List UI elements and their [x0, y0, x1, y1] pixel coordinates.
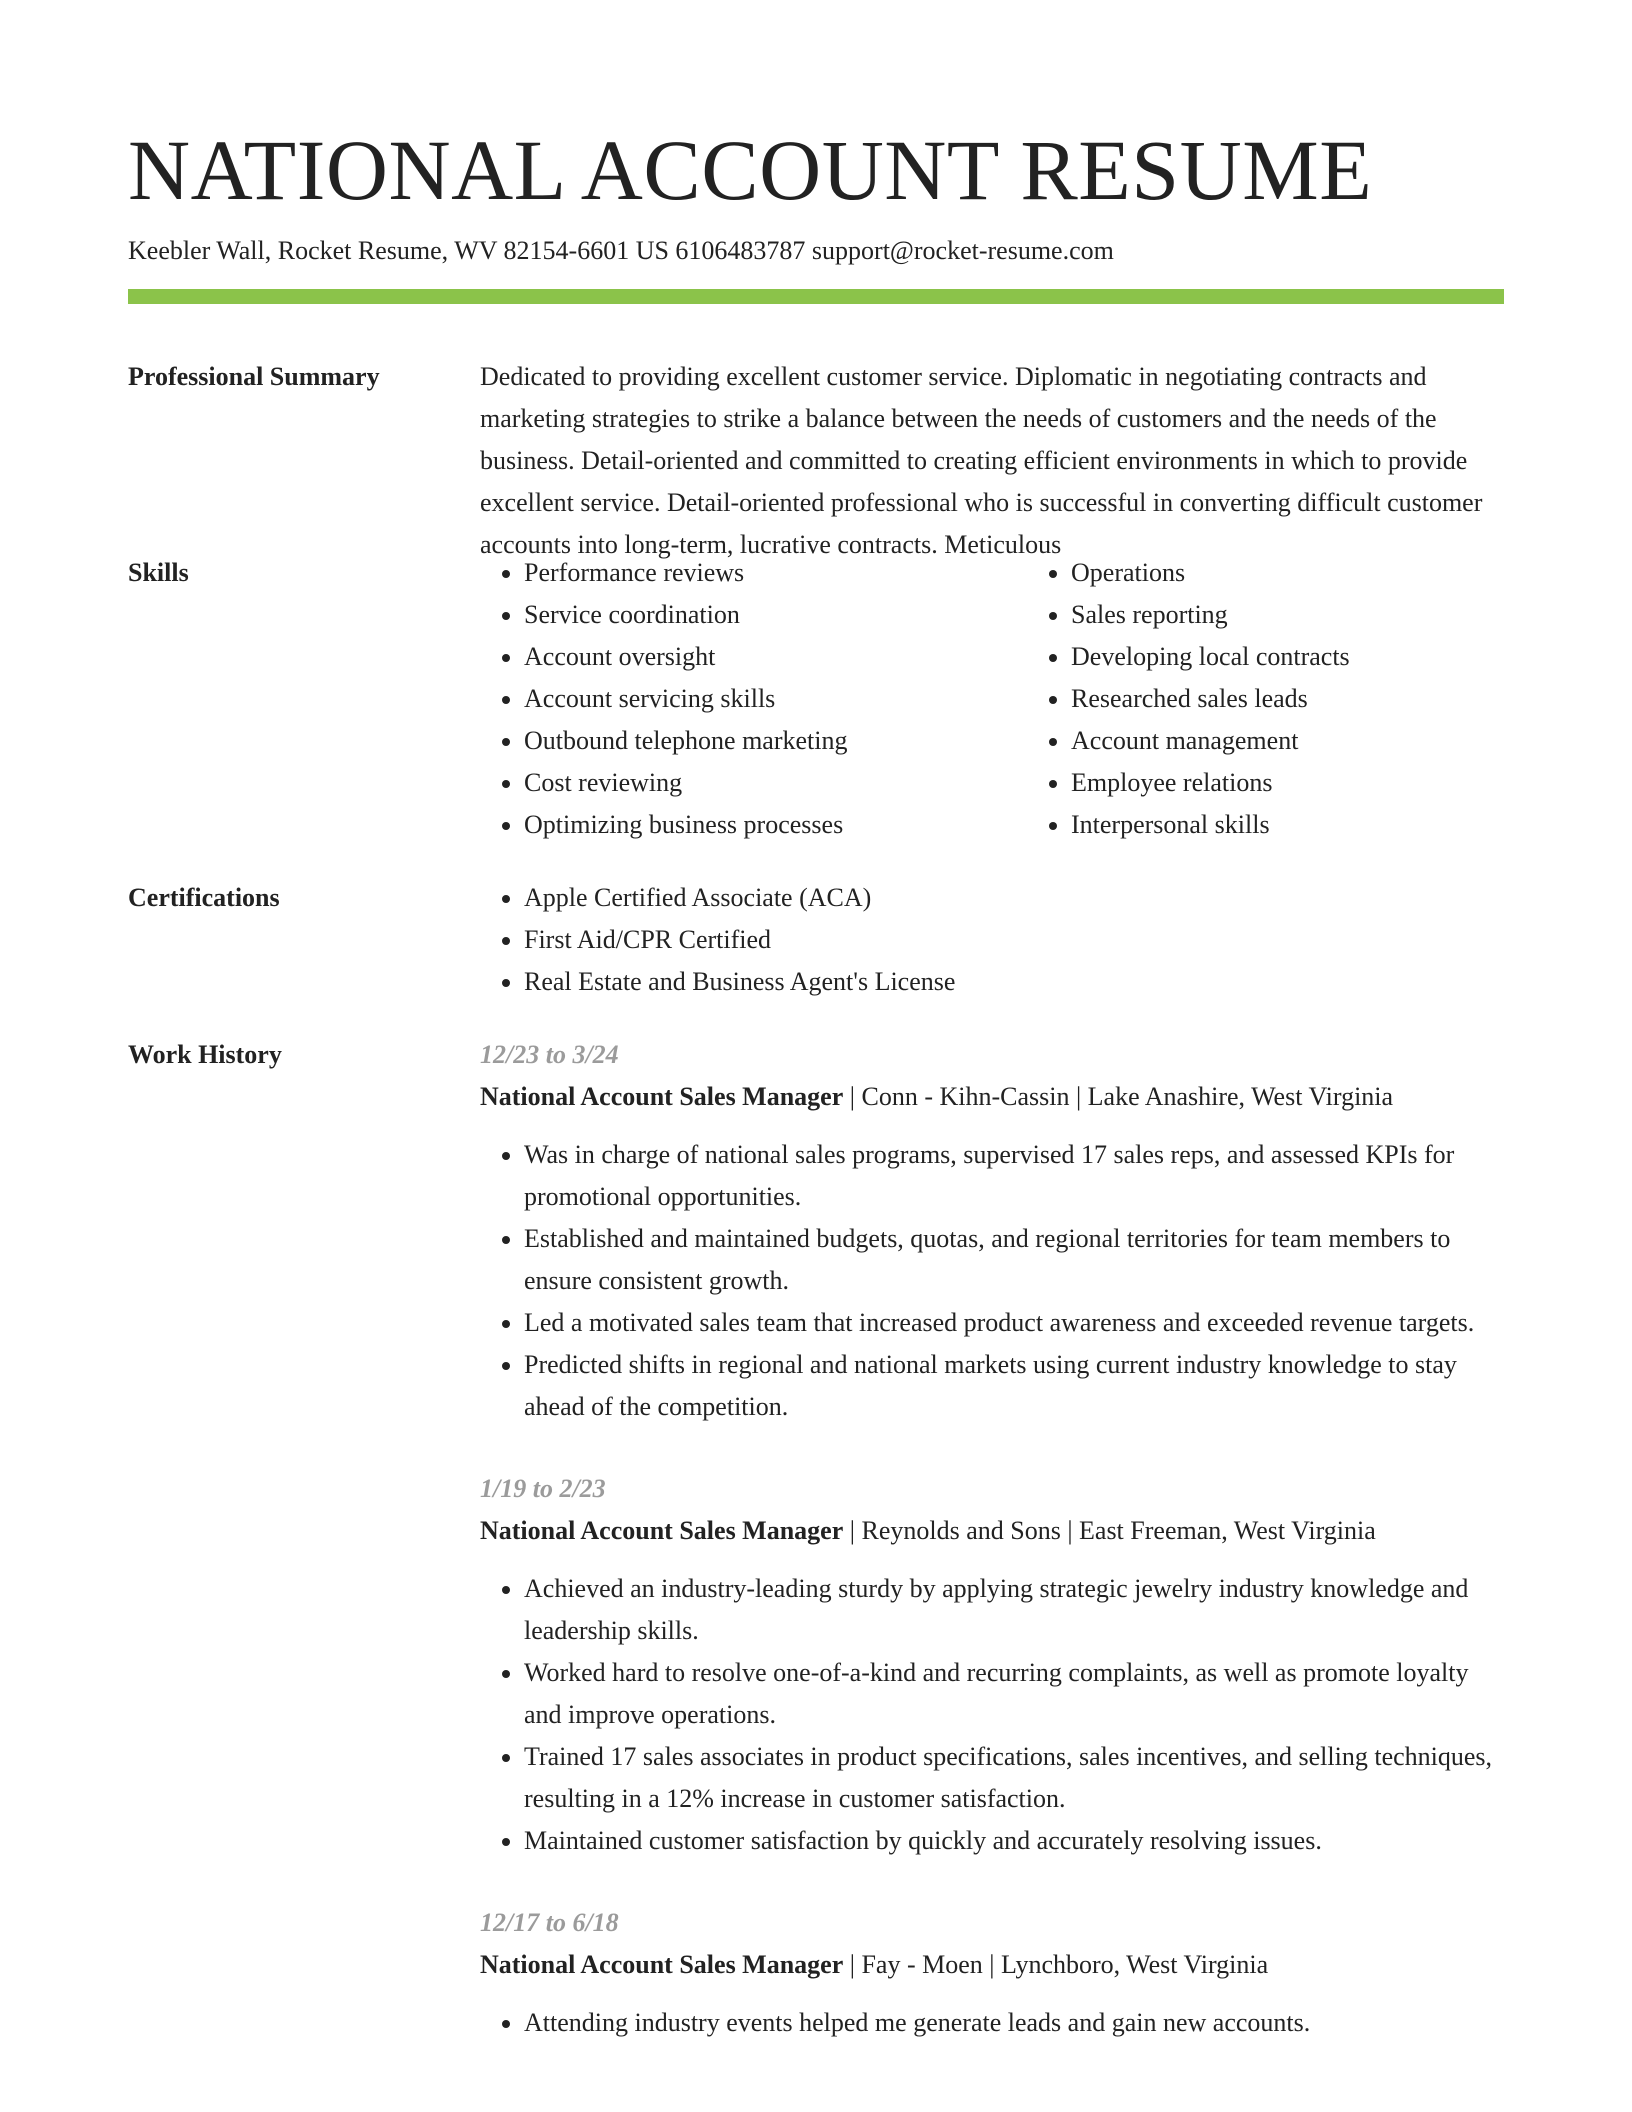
job-bullets: [480, 1568, 1504, 1862]
job-title: National Account Sales Manager: [480, 1082, 844, 1111]
skill-item: • Cost reviewing: [524, 762, 1027, 804]
skills-list-col2: [1027, 552, 1574, 846]
job-dates: 12/17 to 6/18: [480, 1908, 619, 1937]
job-bullet: • Predicted shifts in regional and national markets using current industry knowledge to stay ahead of the competition.: [524, 1344, 1504, 1428]
summary-text: Dedicated to providing excellent customer service. Diplomatic in negotiating contracts and marketing strategies to strike a balance between the needs of customers and the needs of the business. Detail-oriented and committed to creating efficient environments in which to provide excellent service. Detail-oriented professional who is successful in converting difficult customer accounts into long-term, lucrative contracts. Meticulous: [480, 362, 1483, 559]
summary-section: [128, 356, 1504, 559]
skill-item: • Outbound telephone marketing: [524, 720, 1027, 762]
work-history-section: [128, 1034, 1504, 2044]
job-entry: [480, 1468, 1504, 1862]
skill-item: • Service coordination: [524, 594, 1027, 636]
skill-item: • Employee relations: [1071, 762, 1574, 804]
skill-item: • Sales reporting: [1071, 594, 1574, 636]
job-bullets: [480, 2002, 1504, 2044]
job-bullet: • Trained 17 sales associates in product specifications, sales incentives, and selling techniques, resulting in a 12% increase in customer satisfaction.: [524, 1736, 1504, 1820]
skills-section: [128, 552, 1504, 846]
certification-item: • Apple Certified Associate (ACA): [524, 877, 1504, 919]
skill-item: • Account servicing skills: [524, 678, 1027, 720]
skill-item: • Researched sales leads: [1071, 678, 1574, 720]
certification-item: • Real Estate and Business Agent's License: [524, 961, 1504, 1003]
job-details: | Conn - Kihn-Cassin | Lake Anashire, West Virginia: [843, 1082, 1394, 1111]
resume-page: [128, 120, 1504, 2044]
job-heading: [480, 1510, 1504, 1552]
skill-item: • Interpersonal skills: [1071, 804, 1574, 846]
job-heading: [480, 1076, 1504, 1118]
skill-item: • Developing local contracts: [1071, 636, 1574, 678]
certification-item: • First Aid/CPR Certified: [524, 919, 1504, 961]
job-heading: [480, 1944, 1504, 1986]
job-dates: 1/19 to 2/23: [480, 1474, 606, 1503]
resume-title: NATIONAL ACCOUNT RESUME: [128, 122, 1373, 218]
section-label-certifications: Certifications: [128, 883, 280, 912]
job-title: National Account Sales Manager: [480, 1950, 844, 1979]
skill-item: • Optimizing business processes: [524, 804, 1027, 846]
job-dates: 12/23 to 3/24: [480, 1040, 619, 1069]
contact-line: Keebler Wall, Rocket Resume, WV 82154-6601 US 6106483787 support@rocket-resume.com: [128, 236, 1114, 265]
job-bullet: • Established and maintained budgets, quotas, and regional territories for team members to ensure consistent growth.: [524, 1218, 1504, 1302]
job-bullet: • Was in charge of national sales programs, supervised 17 sales reps, and assessed KPIs for promotional opportunities.: [524, 1134, 1504, 1218]
section-label-work: Work History: [128, 1040, 282, 1069]
skill-item: • Operations: [1071, 552, 1574, 594]
skills-list-col1: [480, 552, 1027, 846]
certifications-list: [480, 877, 1504, 1003]
job-title: National Account Sales Manager: [480, 1516, 844, 1545]
job-bullets: [480, 1134, 1504, 1428]
certifications-section: [128, 877, 1504, 1003]
section-label-summary: Professional Summary: [128, 362, 380, 391]
job-details: | Fay - Moen | Lynchboro, West Virginia: [843, 1950, 1269, 1979]
job-bullet: • Worked hard to resolve one-of-a-kind and recurring complaints, as well as promote loyalty and improve operations.: [524, 1652, 1504, 1736]
accent-divider: [128, 289, 1504, 304]
section-label-skills: Skills: [128, 558, 189, 587]
skill-item: • Performance reviews: [524, 552, 1027, 594]
job-details: | Reynolds and Sons | East Freeman, West Virginia: [843, 1516, 1376, 1545]
skill-item: • Account management: [1071, 720, 1574, 762]
job-entry: [480, 1034, 1504, 1428]
job-entry: [480, 1902, 1504, 2044]
job-bullet: • Achieved an industry-leading sturdy by applying strategic jewelry industry knowledge and leadership skills.: [524, 1568, 1504, 1652]
job-bullet: • Led a motivated sales team that increased product awareness and exceeded revenue targets.: [524, 1302, 1504, 1344]
job-bullet: • Attending industry events helped me generate leads and gain new accounts.: [524, 2002, 1504, 2044]
job-bullet: • Maintained customer satisfaction by quickly and accurately resolving issues.: [524, 1820, 1504, 1862]
skill-item: • Account oversight: [524, 636, 1027, 678]
